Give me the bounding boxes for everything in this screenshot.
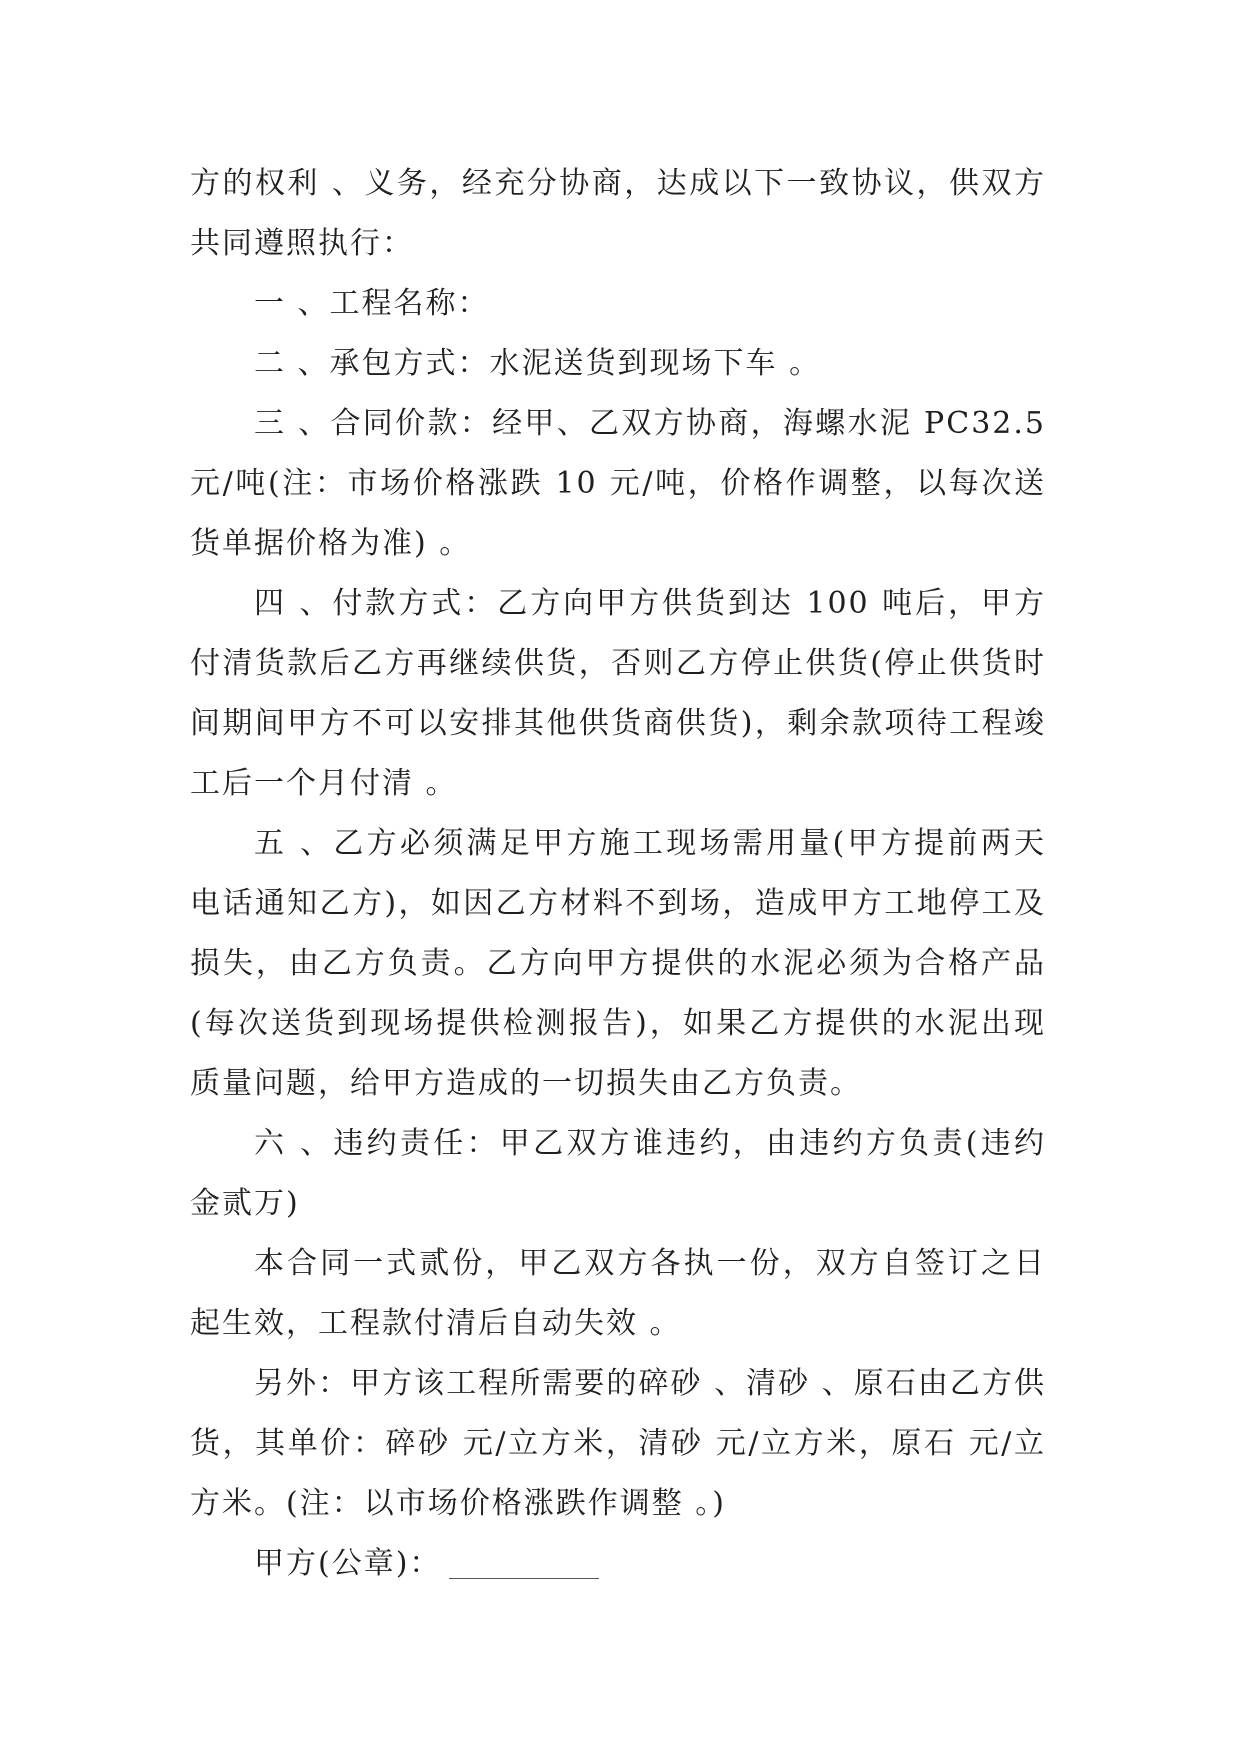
clause-contract-method: 二 、承包方式：水泥送货到现场下车 。 (254, 346, 822, 381)
clause-project-name: 一 、工程名称： (254, 286, 490, 321)
clause-breach-liability: 六 、违约责任：甲乙双方谁违约，由违约方负责(违约金贰万) (190, 1126, 1046, 1221)
contract-page (190, 154, 1046, 1594)
clause-supply-obligation: 五 、乙方必须满足甲方施工现场需用量(甲方提前两天电话通知乙方)，如因乙方材料不到场，造成甲方工地停工及损失，由乙方负责。乙方向甲方提供的水泥必须为合格产品(每次送货到现场提供检测报告)，如果乙方提供的水泥出现质量问题，给甲方造成的一切损失由乙方负责。 (190, 826, 1046, 1101)
clause-payment-method: 四 、付款方式：乙方向甲方供货到达 100 吨后，甲方付清货款后乙方再继续供货，否则乙方停止供货(停止供货时间期间甲方不可以安排其他供货商供货)，剩余款项待工程竣工后一个月付清 。 (190, 586, 1046, 801)
additional-paragraph: 另外：甲方该工程所需要的碎砂 、清砂 、原石由乙方供货，其单价：碎砂 元/立方米，清砂 元/立方米，原石 元/立方米。(注：以市场价格涨跌作调整 。) (190, 1366, 1046, 1521)
signature-party-a (190, 1534, 1046, 1594)
clause-contract-price: 三 、合同价款：经甲、乙双方协商，海螺水泥 PC32.5 元/吨(注：市场价格涨跌 10 元/吨，价格作调整，以每次送货单据价格为准) 。 (190, 406, 1046, 561)
signature-line (449, 1552, 599, 1579)
copies-paragraph: 本合同一式贰份，甲乙双方各执一份，双方自签订之日起生效，工程款付清后自动失效 。 (190, 1246, 1046, 1341)
signature-label: 甲方(公章)： (254, 1546, 442, 1581)
intro-paragraph: 方的权利 、义务，经充分协商，达成以下一致协议，供双方共同遵照执行： (190, 166, 1046, 261)
